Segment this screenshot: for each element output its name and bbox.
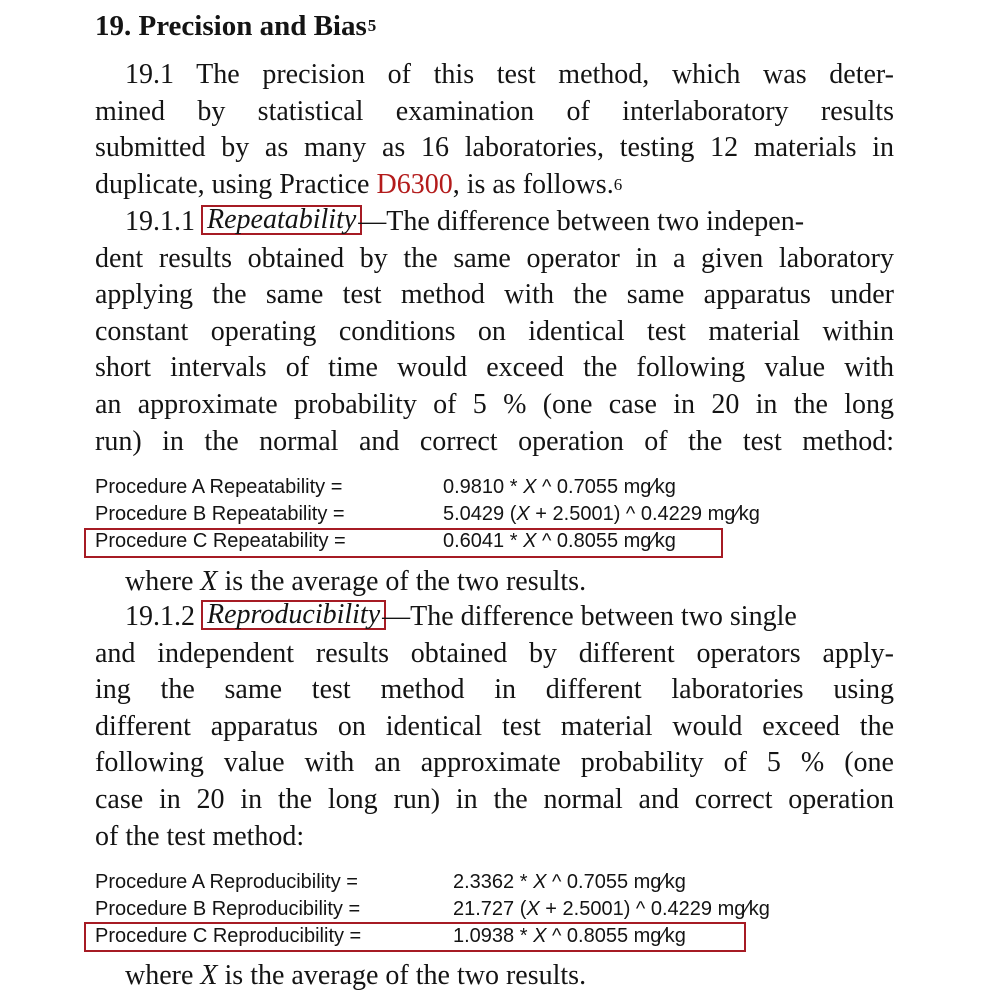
- term-reproducibility: Reproducibility: [207, 599, 381, 630]
- equation-label: Procedure A Repeatability =: [95, 476, 343, 498]
- highlight-box-repeatability: [201, 205, 362, 235]
- equation-label: Procedure A Reproducibility =: [95, 871, 358, 893]
- equation-formula: 21.727 (X + 2.5001) ^ 0.4229 mg⁄kg: [453, 898, 770, 920]
- practice-link[interactable]: D6300: [376, 168, 453, 200]
- text-line: and independent results obtained by different operators apply-: [95, 637, 894, 669]
- text-line: different apparatus on identical test material would exceed the: [95, 710, 894, 742]
- paragraph-19-1-1: [95, 204, 894, 460]
- equation-formula: 1.0938 * X ^ 0.8055 mg⁄kg: [453, 925, 686, 947]
- highlight-box-reproducibility: [201, 600, 386, 630]
- equation-label: Procedure C Reproducibility =: [95, 925, 362, 947]
- equation-formula: 5.0429 (X + 2.5001) ^ 0.4229 mg⁄kg: [443, 503, 760, 525]
- term-repeatability: Repeatability: [207, 204, 357, 235]
- text-line: of the test method:: [95, 820, 305, 852]
- highlight-box-procedure-c-reproducibility: [84, 922, 746, 952]
- equation-formula: 2.3362 * X ^ 0.7055 mg⁄kg: [453, 871, 686, 893]
- text-line: 19.1.1 Repeatability—The difference between two indepen-: [125, 204, 805, 237]
- text-line: applying the same test method with the same apparatus under: [95, 279, 894, 311]
- text-line: an approximate probability of 5 % (one case in 20 in the long: [95, 388, 894, 420]
- section-footnote-ref[interactable]: 5: [367, 16, 377, 35]
- where-note: where X is the average of the two results.: [125, 566, 587, 597]
- text-line: mined by statistical examination of interlaboratory results: [95, 95, 894, 127]
- paragraph-19-1-2: [95, 599, 894, 855]
- paragraph-19-1: [95, 57, 894, 203]
- equation-formula: 0.9810 * X ^ 0.7055 mg⁄kg: [443, 476, 676, 498]
- footnote-ref[interactable]: 6: [613, 174, 623, 194]
- equation-label: Procedure C Repeatability =: [95, 530, 346, 552]
- text-line: constant operating conditions on identical test material within: [95, 315, 894, 347]
- text-line: run) in the normal and correct operation of the test method:: [95, 425, 894, 457]
- section-heading: [95, 6, 376, 50]
- text-line: case in 20 in the long run) in the normal and correct operation: [95, 783, 894, 815]
- where-note: where X is the average of the two results.: [125, 960, 587, 991]
- text-line: submitted by as many as 16 laboratories, testing 12 materials in: [95, 132, 894, 164]
- text-line: ing the same test method in different laboratories using: [95, 674, 894, 706]
- text-line: 19.1 The precision of this test method, which was deter-: [125, 59, 894, 90]
- equation-formula: 0.6041 * X ^ 0.8055 mg⁄kg: [443, 530, 676, 552]
- equation-label: Procedure B Reproducibility =: [95, 898, 361, 920]
- equation-label: Procedure B Repeatability =: [95, 503, 345, 525]
- text-line: dent results obtained by the same operator in a given laboratory: [95, 242, 894, 274]
- text-line: 19.1.2 Reproducibility—The difference between two single: [125, 599, 797, 632]
- highlight-box-procedure-c-repeatability: [84, 528, 723, 558]
- text-line: following value with an approximate probability of 5 % (one: [95, 747, 894, 779]
- section-number: 19.: [95, 10, 132, 42]
- text-line: duplicate, using Practice D6300, is as follows.$^6$: [95, 168, 623, 200]
- section-title: Precision and Bias: [138, 10, 367, 42]
- text-line: short intervals of time would exceed the following value with: [95, 352, 894, 384]
